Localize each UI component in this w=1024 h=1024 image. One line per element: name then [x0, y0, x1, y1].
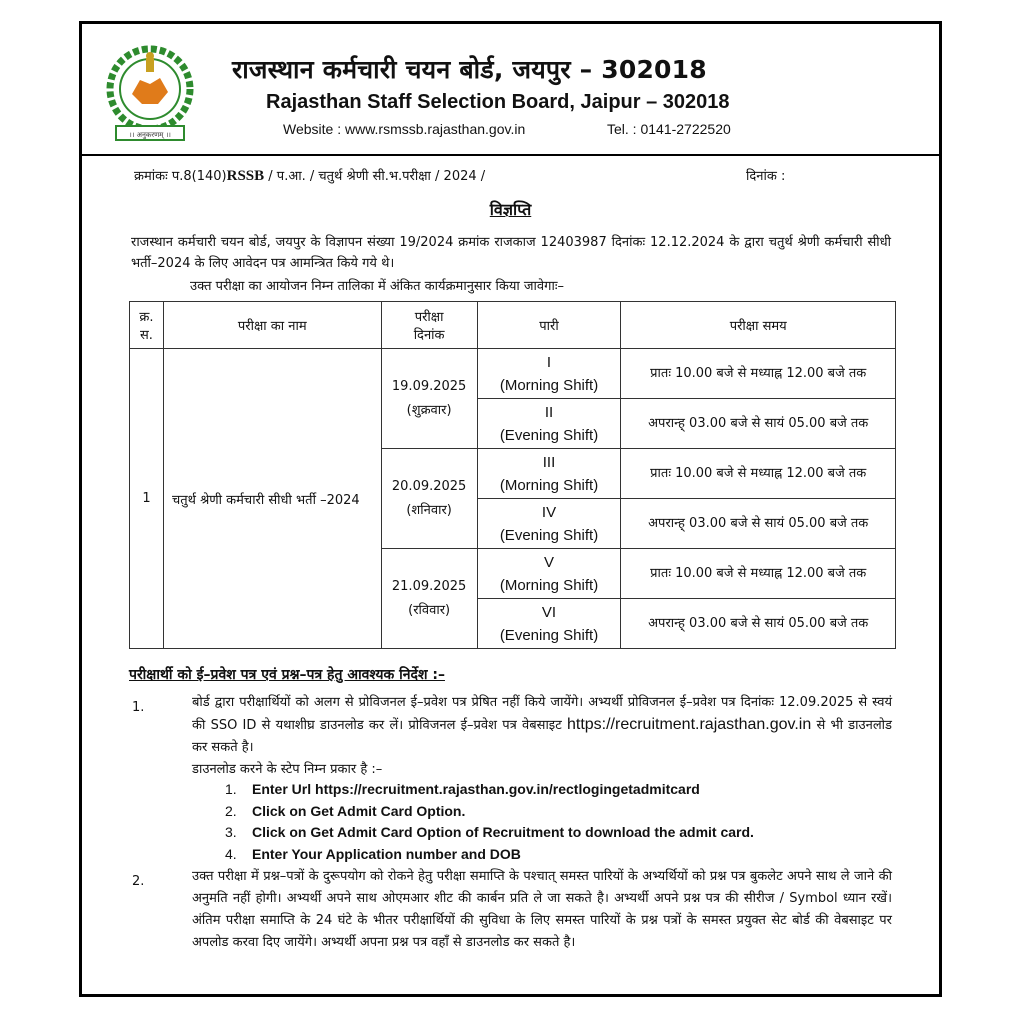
cell-time-4: अपरान्ह् 03.00 बजे से सायं 05.00 बजे तक — [621, 499, 896, 549]
board-name-hindi: राजस्थान कर्मचारी चयन बोर्ड, जयपुर – 302018 — [232, 55, 707, 84]
item-2-number: 2. — [132, 874, 145, 889]
logo-motto: ।। अनुकरणम् ।। — [129, 131, 171, 139]
ref-prefix: क्रमांकः प.8(140) — [134, 169, 227, 184]
cell-date-1: 19.09.2025 (शुक्रवार) — [381, 349, 477, 449]
cell-shift-3: III (Morning Shift) — [477, 449, 621, 499]
ref-rssb: RSSB — [226, 168, 265, 184]
step-text: Enter Url https://recruitment.rajasthan.gov.in/rectlogingetadmitcard — [252, 781, 700, 797]
item-1-text-part1: बोर्ड द्वारा परीक्षार्थियों को अलग से प्रोविजनल ई–प्रवेश पत्र प्रेषित नहीं किये जायेंगे। अभ्यर्थी प्रोविजनल ई–प्रवेश पत्र दिनांकः 12.09.2025 से स्वयं की SSO ID से यथाशीघ्र डाउनलोड कर लें। प्रोविजनल ई–प्रवेश पत्र वेबसाइट — [192, 695, 892, 733]
list-item: 2. Click on Get Admit Card Option. — [225, 802, 466, 819]
step-text: Click on Get Admit Card Option. — [252, 802, 466, 819]
table-header-row — [130, 302, 896, 349]
notice-title-text: विज्ञप्ति — [489, 200, 532, 219]
steps-intro: डाउनलोड करने के स्टेप निम्न प्रकार है :– — [192, 762, 383, 777]
cell-date-3: 21.09.2025 (रविवार) — [381, 549, 477, 649]
cell-time-6: अपरान्ह् 03.00 बजे से सायं 05.00 बजे तक — [621, 599, 896, 649]
document-frame — [79, 21, 942, 997]
ref-suffix: / प.आ. / चतुर्थ श्रेणी सी.भ.परीक्षा / 2024 / — [268, 169, 486, 184]
instruction-item-1 — [192, 692, 892, 781]
item-1-text-part2: से भी डाउनलोड कर सकते है। — [192, 718, 892, 755]
cell-date-2: 20.09.2025 (शनिवार) — [381, 449, 477, 549]
instruction-item-2: उक्त परीक्षा में प्रश्न–पत्रों के दुरूपयोग को रोकने हेतु परीक्षा समाप्ति के पश्चात् समस्त पारियों के अभ्यर्थियों को प्रश्न पत्र बुकलेट अपने साथ ले जाने की अनुमति नहीं होगी। अभ्यर्थी अपने साथ ओएमआर शीट की कार्बन प्रति ले जा सकते है। अभ्यर्थी अपने प्रश्न पत्र की सीरीज / Symbol ध्यान रखें। अंतिम परीक्षा समाप्ति के 24 घंटे के भीतर परीक्षार्थियों की सुविधा के लिए समस्त पारियों के प्रश्न पत्रों के समस्त प्रयुक्त सेट बोर्ड की वेबसाइट पर अपलोड करवा दिए जायेंगे। अभ्यर्थी अपना प्रश्न पत्र वहाँ से डाउनलोड कर सकते है। — [192, 869, 892, 950]
cell-shift-4: IV (Evening Shift) — [477, 499, 621, 549]
rssb-logo-emblem — [102, 44, 198, 144]
header-exam-name: परीक्षा का नाम — [163, 302, 381, 349]
download-steps-list — [225, 781, 754, 867]
step-text: Click on Get Admit Card Option of Recruitment to download the admit card. — [252, 824, 754, 840]
cell-time-2: अपरान्ह् 03.00 बजे से सायं 05.00 बजे तक — [621, 399, 896, 449]
list-item: 1. Enter Url https://recruitment.rajasthan.gov.in/rectlogingetadmitcard — [225, 781, 700, 797]
recruitment-url[interactable]: https://recruitment.rajasthan.gov.in — [566, 716, 812, 733]
exam-schedule-table — [129, 301, 896, 649]
list-item: 4. Enter Your Application number and DOB — [225, 845, 521, 862]
cell-time-5: प्रातः 10.00 बजे से मध्याह्न 12.00 बजे तक — [621, 549, 896, 599]
telephone-text: Tel. : 0141-2722520 — [607, 121, 731, 137]
letterhead — [82, 24, 939, 156]
item-1-number: 1. — [132, 700, 145, 715]
cell-shift-1: I (Morning Shift) — [477, 349, 621, 399]
header-exam-date: परीक्षा दिनांक — [381, 302, 477, 349]
cell-time-1: प्रातः 10.00 बजे से मध्याह्न 12.00 बजे तक — [621, 349, 896, 399]
cell-sno: 1 — [130, 349, 164, 649]
cell-shift-5: V (Morning Shift) — [477, 549, 621, 599]
header-exam-time: परीक्षा समय — [621, 302, 896, 349]
cell-shift-6: VI (Evening Shift) — [477, 599, 621, 649]
table-row — [130, 349, 896, 399]
header-sno: क्र. स. — [130, 302, 164, 349]
intro-line-2: उक्त परीक्षा का आयोजन निम्न तालिका में अंकित कार्यक्रमानुसार किया जावेगाः– — [190, 279, 564, 294]
notice-title — [82, 198, 939, 220]
list-item: 3. Click on Get Admit Card Option of Recruitment to download the admit card. — [225, 824, 754, 840]
header-shift: पारी — [477, 302, 621, 349]
reference-number — [134, 166, 485, 185]
cell-shift-2: II (Evening Shift) — [477, 399, 621, 449]
website-text: Website : www.rsmssb.rajasthan.gov.in — [283, 121, 526, 137]
date-label: दिनांक : — [746, 169, 786, 184]
cell-exam-name: चतुर्थ श्रेणी कर्मचारी सीधी भर्ती –2024 — [163, 349, 381, 649]
intro-paragraph: राजस्थान कर्मचारी चयन बोर्ड, जयपुर के विज्ञापन संख्या 19/2024 क्रमांक राजकाज 12403987 दिनांकः 12.12.2024 के द्वारा चतुर्थ श्रेणी कर्मचारी सीधी भर्ती–2024 के लिए आवेदन पत्र आमन्त्रित किये गये थे। — [131, 235, 891, 271]
board-name-english: Rajasthan Staff Selection Board, Jaipur – 302018 — [266, 91, 730, 113]
step-text: Enter Your Application number and DOB — [252, 845, 521, 862]
cell-time-3: प्रातः 10.00 बजे से मध्याह्न 12.00 बजे तक — [621, 449, 896, 499]
instructions-heading: परीक्षार्थी को ई–प्रवेश पत्र एवं प्रश्न–पत्र हेतु आवश्यक निर्देश :– — [129, 667, 445, 683]
